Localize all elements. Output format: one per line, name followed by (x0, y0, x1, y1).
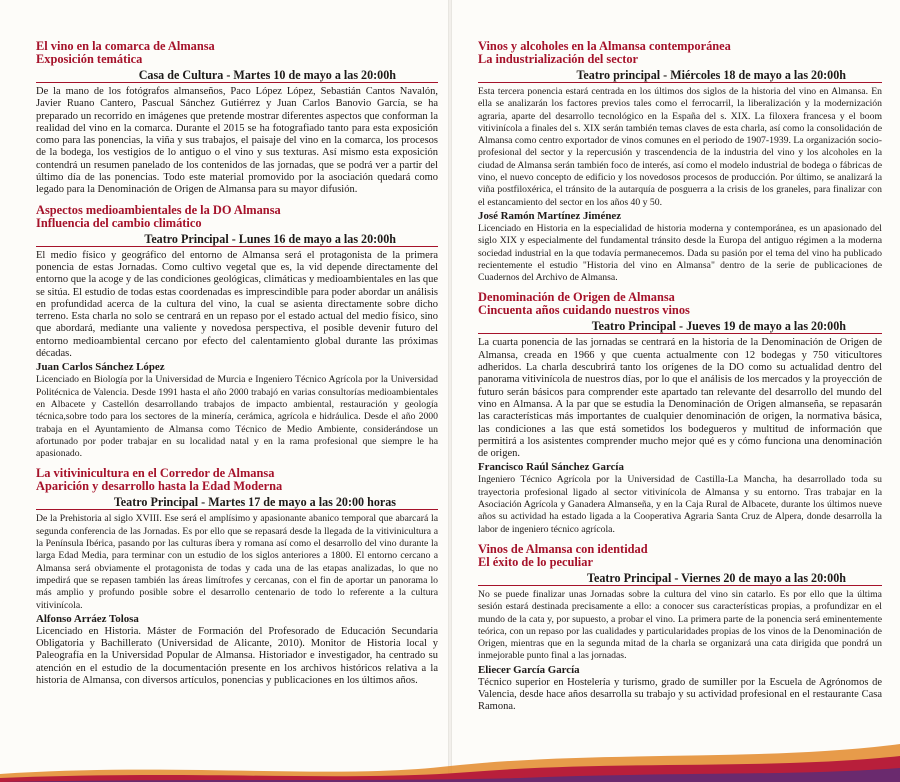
speaker-name: Juan Carlos Sánchez López (36, 361, 165, 374)
speaker-name: Eliecer García García (478, 663, 580, 676)
section-subtitle: Exposición temática (36, 52, 143, 66)
speaker-bio: Licenciado en Historia en la especialidad de historia moderna y contemporánea, es un apasionado del siglo XIX y especialmente del fundamental tránsito desde la Europa del antiguo régimen a la moderna sociedad industrial en la que todavía permanecemos. Dada su pasión por el tema del vino ha publicado recientemente el estudio "Historia del vino en Almansa" dentro de la serie de publicaciones de Cuadernos del Archivo de Almansa. (478, 222, 882, 284)
section-body: No se puede finalizar unas Jornadas sobre la cultura del vino sin catarlo. Es por ello que la última sesión estará destinada precisamente a ello: a conocer sus características propias, a profundizar en el mundo de la cata y, por supuesto, a probar el vino. La primera parte de la ponencia será eminentemente teórica, con un repaso por las cualidades y particularidades propias de los vinos de la Denominación de Origen, mientras que en la segunda mitad de la charla se organizará una cata dirigida que pondrá un inmejorable punto final a las jornadas. (478, 588, 882, 662)
event-line: Casa de Cultura - Martes 10 de mayo a las 20:00h (36, 68, 438, 83)
speaker-name: Alfonso Arráez Tolosa (36, 612, 139, 625)
section-exposicion (36, 40, 438, 197)
section-title: Aspectos medioambientales de la DO Almansa (36, 202, 281, 217)
event-line: Teatro Principal - Jueves 19 de mayo a las 20:00h (478, 319, 882, 334)
section-body: El medio físico y geográfico del entorno de Almansa será el protagonista de la primera ponencia de estas Jornadas. Como cultivo vegetal que es, la vid depende directamente del entorno que la acoge y de las condiciones geológicas, climáticas y medioambientales en las que se sitúa. El estudio de todas estas coordenadas es imprescindible para poder abordar un análisis en profundidad acerca de la cultura del vino, la cual se asienta directamente sobre dicho terreno. Esta charla no solo se centrará en un repaso por el estado actual del medio físico, sino que abordará, mediante una valiente y novedosa perspectiva, el posible devenir futuro del entorno medioambiental cercano por efecto del calentamiento global durante las próximas décadas. (36, 249, 438, 360)
decorative-swoosh (0, 722, 900, 782)
speaker-bio: Licenciado en Biología por la Universidad de Murcia e Ingeniero Técnico Agrícola por la Universidad Politécnica de Valencia. Desde 1991 hasta el año 2000 trabajó en varias consultorías medioambientales en Albacete y Castellón desarrollando trabajos de impacto ambiental, restauración y geología técnica,sobre todo para los sectores de la minería, cerámica, agrícola e hidráulica. Desde el año 2000 trabaja en el Ayuntamiento de Almansa como Técnico de Medio Ambiente, considerándose un afortunado por poder trabajar en su localidad natal y en la rama profesional que siempre le ha apasionado. (36, 374, 438, 460)
speaker-name: José Ramón Martínez Jiménez (478, 209, 622, 222)
section-identidad (478, 543, 882, 714)
section-title: Denominación de Origen de Almansa (478, 290, 675, 305)
section-body: De la mano de los fotógrafos almanseños, Paco López López, Sebastián Cantos Navalón, Javier Ruano Cantero, Pascual Sánchez Gutiérrez y Juan Carlos Banovio García, se ha preparado un recorrido en imágenes que pretende mostrar diferentes aspectos que conforman la realidad del vino en la comarca. Durante el 2015 se ha fotografiado tanto para esta exposición como para las ponencias, la viña y sus trabajos, el paisaje del vino en la comarca, los procesos de la bodega, los vestigios de lo antiguo o el vino y sus texturas. Así mismo esta exposición contendrá un resumen panelado de los contenidos de las jornadas, que se podrá ver a partir del último día de las ponencias. Todo este material promovido por la asociación quedará como legado para la Denominación de Origen de Almansa para su mayor difusión. (36, 86, 438, 196)
section-subtitle: Influencia del cambio climático (36, 215, 202, 230)
event-line: Teatro Principal - Viernes 20 de mayo a las 20:00h (478, 571, 882, 586)
section-title: Vinos y alcoholes en la Almansa contemporánea (478, 39, 731, 53)
speaker-name: Francisco Raúl Sánchez García (478, 461, 624, 474)
right-page (450, 0, 900, 782)
section-subtitle: Cincuenta años cuidando nuestros vinos (478, 303, 690, 318)
section-industrializacion (478, 40, 882, 284)
section-medioambiente (36, 204, 438, 461)
section-vitivinicultura (36, 467, 438, 687)
speaker-bio: Técnico superior en Hostelería y turismo, grado de sumiller por la Escuela de Agrónomos de Valencia, desde hace años desarrolla su trabajo y su actividad profesional en el restaurante Casa Ramona. (478, 676, 882, 713)
section-subtitle: La industrialización del sector (478, 52, 639, 66)
speaker-bio: Licenciado en Historia. Máster de Formación del Profesorado de Educación Secundaria Obligatoria y Bachillerato (Universidad de Alicante, 2010). Monitor de Historia local y Paleografía en la Universidad Popular de Almansa. Historiador e investigador, ha centrado su atención en el estudio de la documentación presente en los archivos históricos relativa a la historia de Almansa, con diversos artículos, ponencias y publicaciones en los últimos años. (36, 625, 438, 686)
section-denominacion (478, 291, 882, 535)
event-line: Teatro Principal - Martes 17 de mayo a las 20:00 horas (36, 495, 438, 510)
section-body: La cuarta ponencia de las jornadas se centrará en la historia de la Denominación de Origen de Almansa, creada en 1966 y que cuenta actualmente con 12 bodegas y 750 viticultores adheridos. La charla descubrirá tanto los orígenes de la DO como su actualidad dentro del panorama vitivinícola de nuestros días, por lo que el análisis de los mercados y la proyección de futuro serán básicos para comprender este apartado tan relevante del desarrollo del mundo del vino en Almansa. A la par que se estudia la Denominación de Origen almanseña, se repasarán las características más importantes de cualquier denominación de origen, la normativa básica, las condiciones a las que está sometidos los bodegueros y multitud de información que permitirá a los asistentes comprender mucho mejor qué es y cómo funciona una denominación de origen. (478, 337, 882, 460)
speaker-bio: Ingeniero Técnico Agrícola por la Universidad de Castilla-La Mancha, ha desarrollado toda su trayectoria profesional ligado al sector vitivinícola de Almansa y su entorno. Tras trabajar en la Asociación Agrícola y Ganadera Almanseña, y en la Caja Rural de Albacete, durante los últimos nueve años su actividad ha estado ligada a la Cooperativa Agraria Santa Cruz de Alpera, donde desarrolla la labor de ingeniero técnico agrícola. (478, 474, 882, 535)
section-subtitle: Aparición y desarrollo hasta la Edad Moderna (36, 479, 283, 494)
section-title: La vitivinicultura en el Corredor de Almansa (36, 466, 275, 481)
event-line: Teatro principal - Miércoles 18 de mayo a las 20:00h (478, 68, 882, 83)
section-subtitle: El éxito de lo peculiar (478, 554, 593, 569)
section-title: Vinos de Almansa con identidad (478, 541, 648, 556)
section-body: De la Prehistoria al siglo XVIII. Ese será el amplísimo y apasionante abanico temporal que abarcará la segunda conferencia de las Jornadas. Es por ello que se repasará desde la llegada de la vitivinicultura a la Península Ibérica, pasando por las culturas íbera y romana así como el desarrollo del vino durante la larga Edad Media, para terminar con un estudio de los siglos anteriores a 1800. El entorno cercano a Almansa será obviamente el protagonista de todas y cada una de las etapas analizadas, lo que no impedirá que se repasen también las áreas limítrofes y cercanas, con el fin de aportar un panorama lo más amplio y profundo posible sobre el desarrollo centenario de todo lo referente a la cultura vitivinícola. (36, 513, 438, 611)
event-line: Teatro Principal - Lunes 16 de mayo a las 20:00h (36, 232, 438, 247)
section-body: Esta tercera ponencia estará centrada en los últimos dos siglos de la historia del vino en Almansa. En ella se analizarán los factores previos tales como el ferrocarril, la liberalización y la modernización agraria, aparte del desarrollo tecnológico en la España del s. XIX. La filoxera francesa y el boom vitivinícola a finales del s. XIX serán también temas claves de esta charla, así como la consolidación de Almansa como centro exportador de vinos comunes en el periodo de 1907-1939. La organización socio-profesional del sector y la repercusión y trascendencia de la industria del vino y los alcoholes en la ciudad de Almansa serán también foco de interés, así como el modelo industrial de bodega o fábricas de vino, el nuevo concepto de edificio y los novedosos procesos de producción. Por último, se analizará la viña postfiloxérica, el tránsito de la autarquía de posguerra a la crisis de los graneles, para finalizar con el estancamiento del sector en los años 40 y 50. (478, 86, 882, 208)
section-title: El vino en la comarca de Almansa (36, 39, 215, 53)
